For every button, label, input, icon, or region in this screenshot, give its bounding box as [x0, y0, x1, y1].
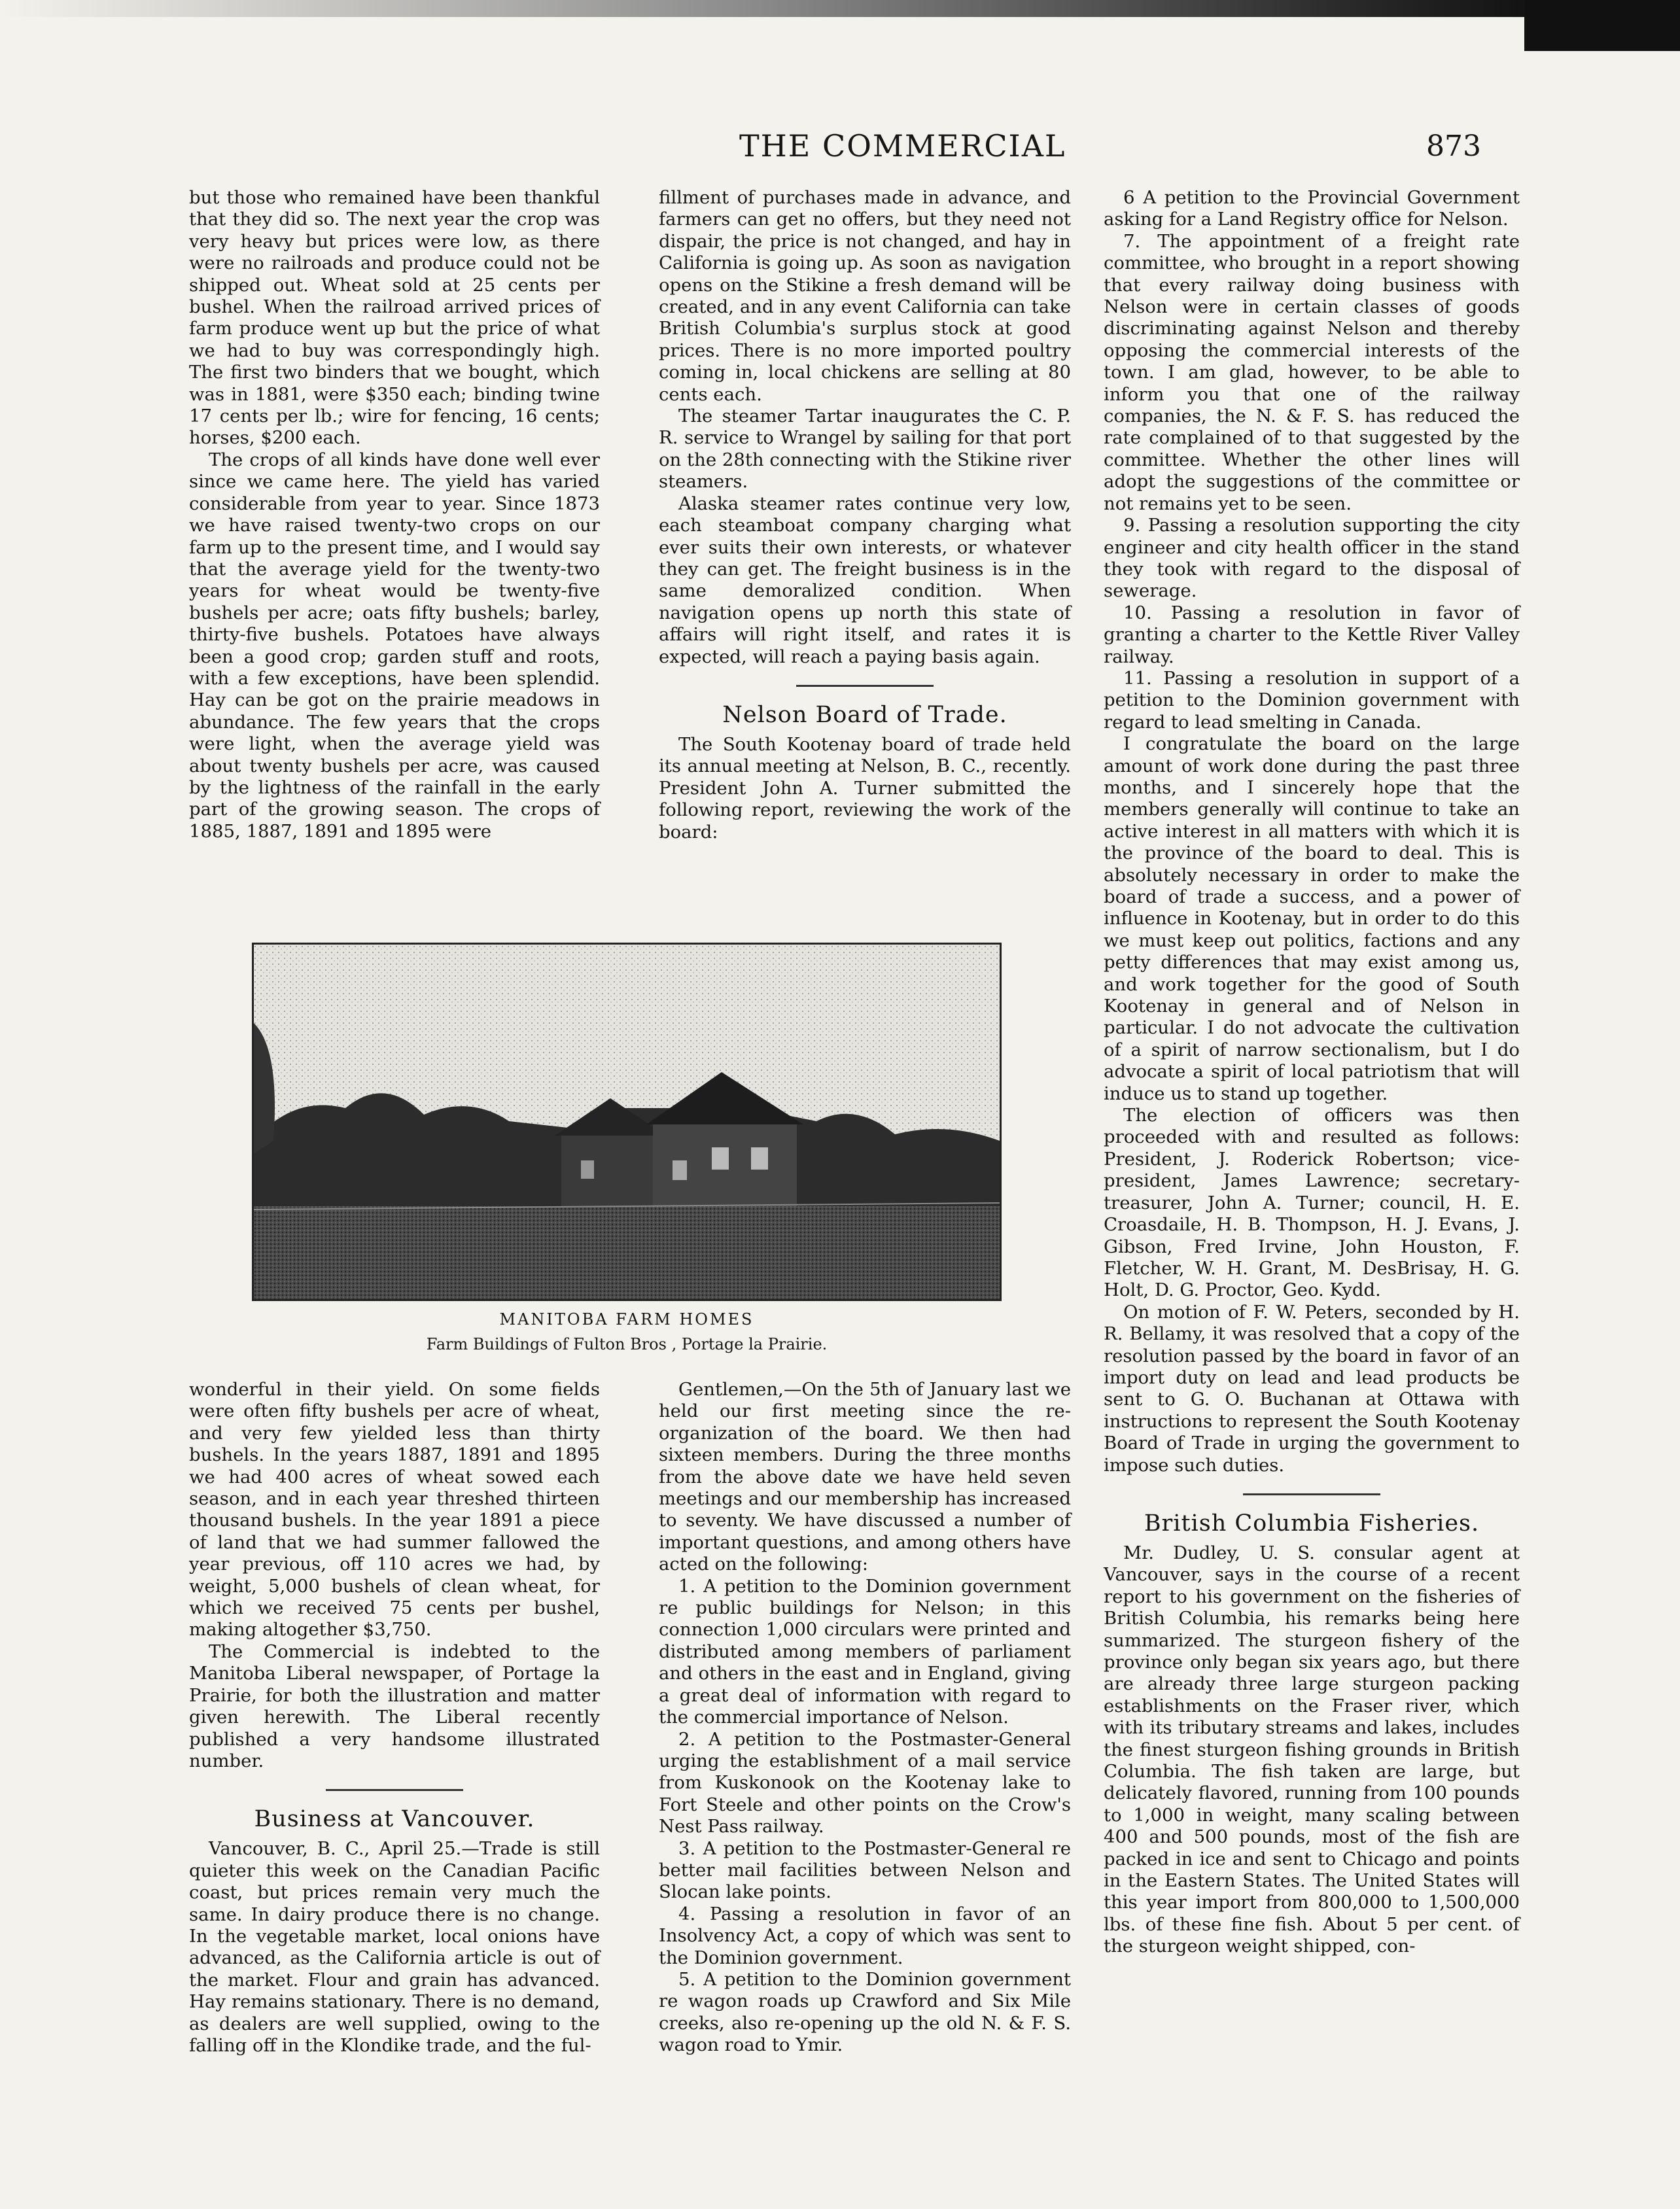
paragraph: 5. A petition to the Dominion government re wagon roads up Crawford and Six Mile creeks, also re-opening up the old N. & F. S. wagon road to Ymir. [659, 1968, 1071, 2056]
paragraph: but those who remained have been thankful that they did so. The next year the crop was very heavy but prices were low, as there were no railroads and produce could not be shipped out. Wheat sold at 25 cents per bushel. When the railroad arrived prices of farm produce went up but the price of what we had to buy was correspondingly high. The first two binders that we bought, which was in 1881, were $350 each; binding twine 17 cents per lb.; wire for fencing, 16 cents; horses, $200 each. [189, 187, 600, 449]
paragraph: 3. A petition to the Postmaster-General re better mail facilities between Nelson and Slocan lake points. [659, 1837, 1071, 1903]
paragraph: Alaska steamer rates continue very low, each steamboat company charging what ever suits their own interests, or whatever they can get. The freight business is in the same demoralized condition. When navigation opens up north this state of affairs will right itself, and rates it is expected, will reach a paying basis again. [659, 493, 1071, 667]
column-3 [1104, 187, 1520, 1958]
paragraph: 11. Passing a resolution in support of a petition to the Dominion government with regard to lead smelting in Canada. [1104, 667, 1520, 733]
paragraph: 9. Passing a resolution supporting the city engineer and city health officer in the stand they took with regard to the disposal of sewerage. [1104, 515, 1520, 602]
paragraph: The crops of all kinds have done well ever since we came here. The yield has varied considerable from year to year. Since 1873 we have raised twenty-two crops on our farm up to the present time, and I would say that the average yield for the twenty-two years for wheat would be twenty-five bushels per acre; oats fifty bushels; barley, thirty-five bushels. Potatoes have always been a good crop; garden stuff and roots, with a few exceptions, have been splendid. Hay can be got on the prairie meadows in abundance. The few years that the crops were light, when the average yield was about twenty bushels per acre, was caused by the lightness of the rainfall in the early part of the growing season. The crops of 1885, 1887, 1891 and 1895 were [189, 449, 600, 842]
column-1-top [189, 187, 600, 843]
paragraph: 2. A petition to the Postmaster-General urging the establishment of a mail service from Kuskonook on the Kootenay lake to Fort Steele and other points on the Crow's Nest Pass railway. [659, 1728, 1071, 1837]
top-scan-corner [1524, 0, 1680, 51]
paragraph: 7. The appointment of a freight rate committee, who brought in a report showing that every railway doing business with Nelson were in certain classes of goods discriminating against Nelson and thereby opposing the commercial interests of the town. I am glad, however, to be able to inform you that one of the railway companies, the N. & F. S. has reduced the rate complained of to that suggested by the committee. Whether the other lines will adopt the suggestions of the committee or not remains yet to be seen. [1104, 230, 1520, 514]
paragraph: fillment of purchases made in advance, and farmers can get no offers, but they need not dispair, the price is not changed, and hay in California is going up. As soon as navigation opens on the Stikine a fresh demand will be created, and in any event California can take British Columbia's surplus stock at good prices. There is no more imported poultry coming in, local chickens are selling at 80 cents each. [659, 187, 1071, 405]
section-heading-fisheries: British Columbia Fisheries. [1144, 1510, 1480, 1537]
paragraph: The Commercial is indebted to the Manitoba Liberal newspaper, of Portage la Prairie, for both the illustration and matter given herewith. The Liberal recently published a very handsome illustrated number. [189, 1641, 600, 1771]
section-heading-vancouver: Business at Vancouver. [254, 1806, 535, 1833]
photo-caption-title: MANITOBA FARM HOMES [499, 1310, 754, 1329]
page-title: THE COMMERCIAL [739, 128, 1066, 164]
paragraph: Mr. Dudley, U. S. consular agent at Vancouver, says in the course of a recent report to his government on the fisheries of British Columbia, his remarks being here summarized. The sturgeon fishery of the province only began six years ago, but there are already three large sturgeon packing establishments on the Fraser river, which with its tributary streams and lakes, includes the finest sturgeon fishing grounds in British Columbia. The fish taken are large, but delicately flavored, running from 100 pounds to 1,000 in weight, many scaling between 400 and 500 pounds, most of the fish are packed in ice and sent to Chicago and points in the Eastern States. The United States will this year import from 800,000 to 1,500,000 lbs. of these fine fish. About 5 per cent. of the sturgeon weight shipped, con- [1104, 1542, 1520, 1957]
paragraph: 10. Passing a resolution in favor of granting a charter to the Kettle River Valley railway. [1104, 602, 1520, 667]
page-number: 873 [1426, 130, 1481, 163]
farm-photo [252, 943, 1002, 1301]
paragraph: 1. A petition to the Dominion government re public buildings for Nelson; in this connection 1,000 circulars were printed and distributed among members of parliament and others in the east and in England, giving a great deal of information with regard to the commercial importance of Nelson. [659, 1575, 1071, 1728]
paragraph: 6 A petition to the Provincial Government asking for a Land Registry office for Nelson. [1104, 187, 1520, 230]
paragraph: The steamer Tartar inaugurates the C. P. R. service to Wrangel by sailing for that port on the 28th connecting with the Stikine river steamers. [659, 406, 1071, 493]
photo-caption-subtitle: Farm Buildings of Fulton Bros , Portage la Prairie. [426, 1335, 828, 1353]
paragraph: Gentlemen,—On the 5th of January last we held our first meeting since the re-organization of the board. We then had sixteen members. During the three months from the above date we have held seven meetings and our membership has increased to seventy. We have discussed a number of important questions, and among others have acted on the following: [659, 1379, 1071, 1575]
paragraph: On motion of F. W. Peters, seconded by H. R. Bellamy, it was resolved that a copy of the resolution passed by the board in favor of an import duty on lead and lead products be sent to G. O. Buchanan at Ottawa with instructions to represent the South Kootenay Board of Trade in urging the government to impose such duties. [1104, 1301, 1520, 1476]
section-heading-nelson: Nelson Board of Trade. [722, 701, 1007, 728]
section-divider [796, 685, 934, 687]
column-2-top [659, 187, 1071, 843]
paragraph: Vancouver, B. C., April 25.—Trade is still quieter this week on the Canadian Pacific coast, but prices remain very much the same. In dairy produce there is no change. In the vegetable market, local onions have advanced, as the California article is out of the market. Flour and grain has advanced. Hay remains stationary. There is no demand, as dealers are well supplied, owing to the falling off in the Klondike trade, and the ful- [189, 1838, 600, 2056]
paragraph: 4. Passing a resolution in favor of an Insolvency Act, a copy of which was sent to the Dominion government. [659, 1903, 1071, 1968]
paragraph: I congratulate the board on the large amount of work done during the past three months, and I sincerely hope that the members generally will continue to take an active interest in all matters with which it is the province of the board to deal. This is absolutely necessary in order to make the board of trade a success, and a power of influence in Kootenay, but in order to do this we must keep out politics, factions and any petty differences that may exist among us, and work together for the good of South Kootenay in general and of Nelson in particular. I do not advocate the cultivation of a spirit of narrow sectionalism, but I do advocate a spirit of local patriotism that will induce us to stand up together. [1104, 733, 1520, 1104]
column-2-bottom [659, 1379, 1071, 2057]
paragraph: wonderful in their yield. On some fields were often fifty bushels per acre of wheat, and very few yielded less than thirty bushels. In the years 1887, 1891 and 1895 we had 400 acres of wheat sowed each season, and in each year threshed thirteen thousand bushels. In the year 1891 a piece of land that we had summer fallowed the year previous, off 110 acres we had, by weight, 5,000 bushels of clean wheat, for which we received 75 cents per bushel, making altogether $3,750. [189, 1379, 600, 1641]
paragraph: The South Kootenay board of trade held its annual meeting at Nelson, B. C., recently. President John A. Turner submitted the following report, reviewing the work of the board: [659, 733, 1071, 843]
section-divider [1243, 1493, 1380, 1495]
paragraph: The election of officers was then proceeded with and resulted as follows: President, J. Roderick Robertson; vice-president, James Lawrence; secretary-treasurer, John A. Turner; council, H. E. Croasdaile, H. B. Thompson, H. J. Evans, J. Gibson, Fred Irvine, John Houston, F. Fletcher, W. H. Grant, M. DesBrisay, H. G. Holt, D. G. Proctor, Geo. Kydd. [1104, 1105, 1520, 1301]
column-1-bottom [189, 1379, 600, 2057]
farm-buildings-image [254, 945, 1000, 1299]
section-divider [326, 1789, 463, 1791]
page-header [0, 128, 1680, 174]
top-scan-edge [0, 0, 1680, 17]
